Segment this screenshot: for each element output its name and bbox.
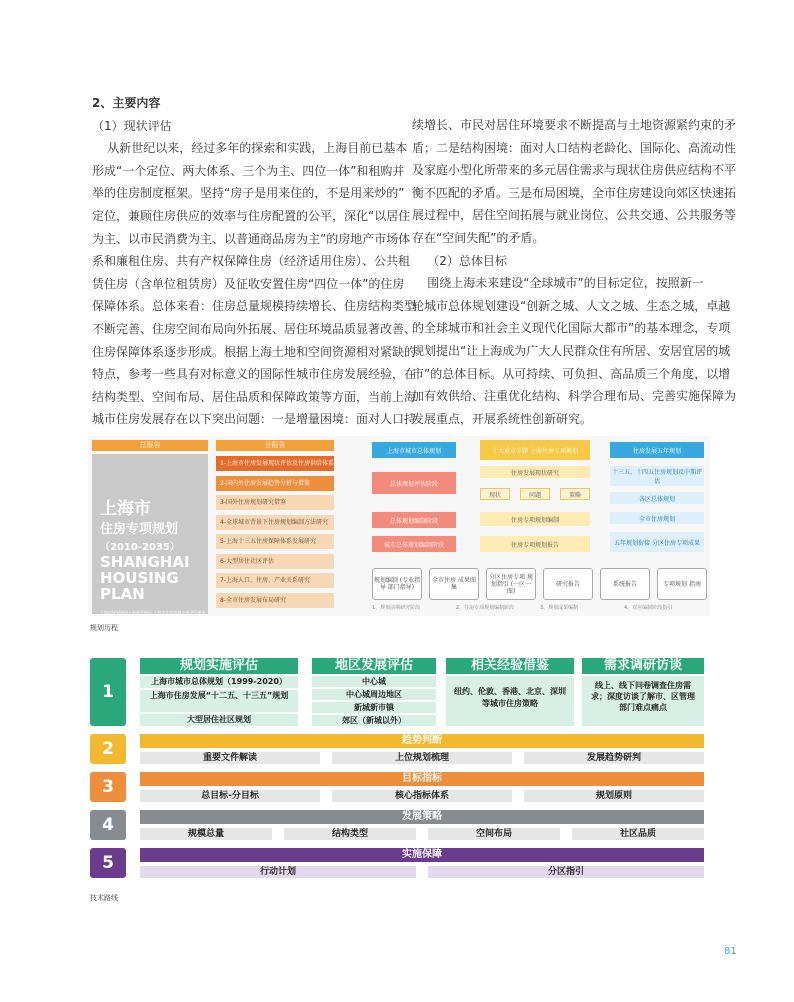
implement-item-1: 分区指引: [428, 866, 704, 878]
right-column: [412, 114, 737, 430]
row1-head: 地区发展评估: [312, 658, 436, 674]
row1-head: 相关经验借鉴: [446, 658, 574, 674]
right-line: 续增长、市民对居住环境要求不断提高与土地资源紧约束的矛: [412, 118, 737, 132]
col1-stage1: 总体规划评估阶段: [372, 472, 456, 494]
output-box: 专项规划 指南: [657, 568, 707, 600]
left-line: 结构类型、空间布局、居住品质和保障政策等方面，当前上海: [92, 389, 417, 404]
col3-item-3: 全市住房规划: [610, 512, 704, 524]
figure2-caption: 技术路线: [90, 894, 118, 902]
right-line: 加有效供给、注重优化结构、科学合理布局、完善实施保障为: [412, 389, 737, 404]
output-box: 分区住房专项 规划指引 (一区一图): [486, 568, 536, 600]
region-item-1: 中心城周边地区: [312, 689, 436, 700]
sub-report-item: 3-国外住房规划研究借鉴: [216, 495, 334, 510]
left-line: 住房保障体系逐步形成。根据上海土地和空间资源相对紧缺的: [92, 344, 417, 359]
col2-head: 十大重点专题 上海住房专项规划: [480, 440, 590, 460]
left-line: 不断完善、住房空间布局向外拓展、居住环境品质显著改善、: [92, 321, 417, 336]
trend-item-0: 重要文件解读: [140, 752, 320, 764]
sub-report-item: 7-上海人口、住房、产业关系研究: [216, 573, 334, 588]
step-2-bar: 趋势判断: [140, 734, 704, 748]
right-line: 市”的总体目标。从可持续、可负担、高品质三个角度，以增: [412, 366, 731, 381]
right-line: 盾；二是结构困境：面对人口结构老龄化、国际化、高流动性: [412, 140, 737, 155]
report-cover: [92, 454, 208, 621]
col3-head: 住房发展五年规划: [610, 442, 704, 458]
sub-report-item: 2-国内外住房发展趋势分析与借鉴: [216, 476, 334, 491]
col3-item-2: 各区总体规划: [610, 492, 704, 504]
cover-subtitle: 住房专项规划: [100, 522, 179, 537]
left-line: 赁住房（含单位租赁房）及征收安置住房“四位一体”的住房: [92, 276, 405, 291]
right-line: 轮城市总体规划建设“创新之城、人文之城、生态之城，卓越: [412, 298, 731, 313]
region-item-0: 中心城: [312, 676, 436, 687]
row1-head: 规划实施评估: [140, 658, 298, 674]
left-line: 举的住房制度框架。坚持“房子是用来住的，不是用来炒的”: [92, 186, 405, 201]
step-3-number: 3: [90, 772, 126, 802]
step-5-number: 5: [90, 848, 126, 878]
left-line: 定位，兼顾住房供应的效率与住房配置的公平，深化“以居住: [92, 208, 411, 223]
sub-report-tab: 分报告: [216, 440, 334, 451]
col2-item-3: 策略: [560, 488, 590, 500]
col3-item-1: 十三五、十四五住房规划及中期评估: [610, 466, 704, 486]
sub-report-item: 5-上海十三五住房保障体系发展研究: [216, 534, 334, 549]
row1-head: 需求调研访谈: [582, 658, 704, 674]
col1-stage3: 城市总体规划编制阶段: [372, 536, 456, 552]
legend-item: 2、住房专项规划编制阶段: [456, 605, 515, 611]
strategy-item-3: 社区品质: [572, 828, 704, 840]
legend-item: 3、规划成果编制: [540, 605, 579, 611]
right-line: 及家庭小型化所带来的多元居住需求与现状住房供应结构不平: [412, 163, 737, 178]
left-line: 城市住房发展存在以下突出问题：一是增量困境：面对人口持: [92, 412, 417, 427]
col2-item-4: 住房专项规划编制: [480, 512, 590, 526]
region-item-2: 新城新市镇: [312, 702, 436, 713]
cover-footer: 上海市规划和国土资源管理局 上海市住房和城乡建设管理委员会: [100, 610, 206, 621]
right-line: 发展重点，开展系统性创新研究。: [412, 411, 593, 426]
section-heading: 2、主要内容: [92, 96, 161, 110]
target-item-2: 规划原则: [524, 790, 704, 802]
right-line: 展过程中，居住空间拓展与就业岗位、公共交通、公共服务等: [412, 208, 737, 223]
sub-report-item: 6-大型居住社区评估: [216, 554, 334, 569]
right-line: 衡不匹配的矛盾。三是布局困境，全市住房建设向郊区快速拓: [412, 185, 737, 200]
left-paragraph: [92, 137, 417, 431]
sub-report-item: 8-全市住房发展布局研究: [216, 593, 334, 608]
output-box: 研究报告: [543, 568, 593, 600]
right-line: 存在“空间失配”的矛盾。: [412, 230, 545, 245]
page-number: 81: [724, 946, 737, 957]
col2-item-2: 问题: [520, 488, 550, 500]
output-box: 全市住房 成果图集: [429, 568, 479, 600]
strategy-item-1: 结构类型: [284, 828, 416, 840]
eval-item-0: 上海市城市总体规划（1999-2020）: [140, 676, 298, 688]
trend-item-2: 发展趋势研判: [524, 752, 704, 764]
legend-item: 4、对应编制阶段指引: [624, 605, 673, 611]
left-column: [92, 92, 417, 431]
left-line: 从新世纪以来，经过多年的探索和实践，上海目前已基本: [92, 141, 408, 156]
strategy-item-0: 规模总量: [140, 828, 272, 840]
experience-item: 纽约、伦敦、香港、北京、深圳等城市住房策略: [446, 676, 574, 726]
strategy-item-2: 空间布局: [428, 828, 560, 840]
planning-process-figure: [88, 436, 710, 621]
cover-title: 上海市: [100, 499, 151, 519]
right-line: （2）总体目标: [412, 253, 507, 268]
step-2-number: 2: [90, 734, 126, 764]
output-box: 系统报告: [600, 568, 650, 600]
subsection-heading: （1）现状评估: [92, 118, 172, 133]
step-5-bar: 实施保障: [140, 848, 704, 862]
right-line: 围绕上海未来建设“全球城市”的目标定位，按照新一: [412, 276, 704, 291]
eval-item-1: 上海市住房发展“十二五、十三五”规划: [140, 690, 298, 712]
left-line: 为主、以市民消费为主、以普通商品房为主”的房地产市场体: [92, 231, 411, 246]
right-line: 的全球城市和社会主义现代化国际大都市”的基本理念，专项: [412, 321, 731, 336]
step-4-number: 4: [90, 810, 126, 840]
legend-item: 1、规划前期研究阶段: [372, 605, 421, 611]
trend-item-1: 上位规划梳理: [332, 752, 512, 764]
region-item-3: 郊区（新城以外）: [312, 715, 436, 726]
step-4-bar: 发展策略: [140, 810, 704, 824]
output-box: 规划编制 (专业指导 部门指导): [372, 568, 422, 600]
col1-head: 上海市城市总体规划: [372, 442, 456, 458]
survey-item: 线上、线下问卷调查住房需求；深度访谈了解市、区管理部门难点痛点: [582, 676, 704, 726]
cover-years: （2010-2035）: [100, 542, 180, 553]
col3-item-4: 五年规划衔接 分区住房专项成果: [610, 532, 704, 552]
sub-report-item: 4-全球城市背景下住房规划编制方法研究: [216, 515, 334, 530]
left-line: 形成“一个定位、两大体系、三个为主、四位一体”和租购并: [92, 163, 405, 178]
col1-stage2: 总体规划编制阶段: [372, 512, 456, 528]
col2-item-1: 现状: [480, 488, 510, 500]
target-item-0: 总目标-分目标: [140, 790, 320, 802]
implement-item-0: 行动计划: [140, 866, 416, 878]
figure1-caption: 规划历程: [90, 624, 118, 632]
col2-item-0: 住房发展现状研究: [480, 466, 590, 478]
cover-english: SHANGHAI HOUSING PLAN: [100, 553, 190, 603]
left-line: 系和廉租住房、共有产权保障住房（经济适用住房）、公共租: [92, 254, 411, 269]
step-1-number: 1: [90, 658, 126, 726]
step-3-bar: 目标指标: [140, 772, 704, 786]
target-item-1: 核心指标体系: [332, 790, 512, 802]
left-line: 保障体系。总体来看：住房总量规模持续增长、住房结构类型: [92, 299, 417, 314]
left-line: 特点，参考一些具有对标意义的国际性城市住房发展经验，在: [92, 367, 417, 382]
sub-report-item: 1-上海市住房发展现状评估及住房供给体系: [216, 456, 334, 471]
col2-item-5: 住房专项规划报告: [480, 536, 590, 552]
main-report-tab: 总报告: [92, 440, 208, 451]
eval-item-2: 大型居住社区规划: [140, 714, 298, 726]
right-line: 规划提出“让上海成为广大人民群众住有所居、安居宜居的城: [412, 343, 731, 358]
right-paragraph: [412, 114, 737, 430]
